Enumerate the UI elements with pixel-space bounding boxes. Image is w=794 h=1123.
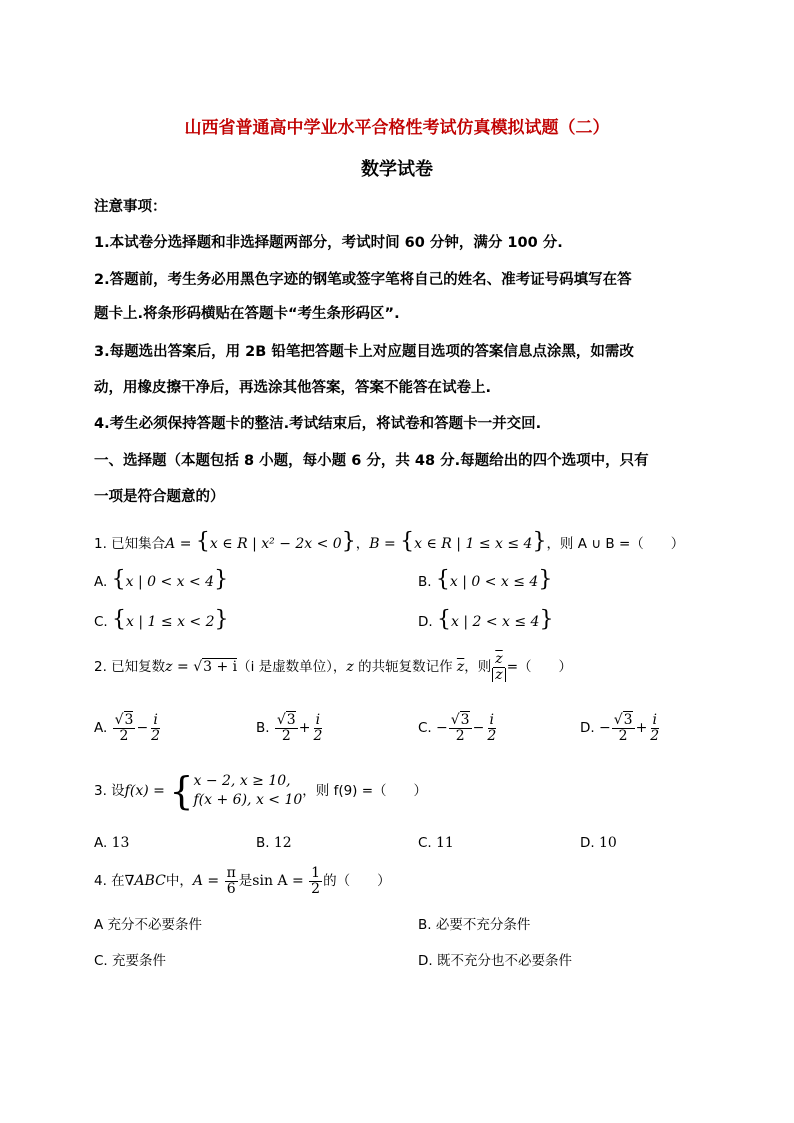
q1-option-d: D. {x | 2 < x ≤ 4} xyxy=(418,607,554,632)
q1-setA-body: x ∈ R | x² − 2x < 0 xyxy=(209,536,342,552)
q2-z-rest: 3 + i xyxy=(203,659,238,676)
operator: + xyxy=(635,720,648,737)
q2-option-a: A. $\frac{√3}{2}$ − $\frac{i}{2}$ xyxy=(94,712,161,744)
denominator: 2 xyxy=(618,727,628,744)
option-label: C. xyxy=(94,953,108,969)
q1-comma: ， xyxy=(355,536,370,552)
q1-suffix: ，则 A ∪ B =（ ） xyxy=(546,536,685,552)
q4-middle: 中， xyxy=(165,873,193,890)
q2-frac-den: z xyxy=(492,668,505,683)
q2-conj-text: 的共轭复数记作 xyxy=(353,659,457,676)
option-label: D. xyxy=(580,835,595,851)
q1-setA-lhs: A = xyxy=(165,536,196,552)
question-2: 2. 已知复数z = √3 + i（i 是虚数单位），z 的共轭复数记作 $\overline{z}$，则 $\frac{\overline{z}}{z}$ =（ ） xyxy=(94,651,572,683)
q3-option-b xyxy=(256,835,292,851)
operator: − xyxy=(136,720,149,737)
option-label: A. xyxy=(94,574,108,590)
option-label: B. xyxy=(418,574,432,590)
question-1: 1. 已知集合A = {x ∈ R | x² − 2x < 0}，B = {x ∈ R | 1 ≤ x ≤ 4}，则 A ∪ B =（ ） xyxy=(94,529,685,554)
q1-setB-body: x ∈ R | 1 ≤ x ≤ 4 xyxy=(414,536,533,552)
section1-line-2: 一项是符合题意的） xyxy=(94,489,225,505)
option-label: A xyxy=(94,917,104,933)
denominator: 2 xyxy=(119,727,129,744)
q2-option-d: D. − $\frac{√3}{2}$ + $\frac{i}{2}$ xyxy=(580,712,660,744)
q1-option-d-body: x | 2 < x ≤ 4 xyxy=(450,614,540,630)
option-label: B. xyxy=(256,720,270,737)
q2-prefix: 2. 已知复数 xyxy=(94,659,166,676)
option-text: 充分不必要条件 xyxy=(107,917,203,933)
q1-option-b-body: x | 0 < x ≤ 4 xyxy=(449,574,539,590)
q4-a-eq: A = xyxy=(192,873,224,890)
exam-subtitle: 数学试卷 xyxy=(361,159,433,180)
denominator: 2 xyxy=(455,727,465,744)
q4-pi: π xyxy=(226,865,236,881)
option-label: D. xyxy=(418,614,433,630)
notice-line-3: 题卡上.将条形码横贴在答题卡“考生条形码区”. xyxy=(94,306,400,322)
q4-option-c xyxy=(94,949,166,969)
option-label: C. xyxy=(94,614,108,630)
q4-option-a xyxy=(94,913,202,933)
q3-option-a xyxy=(94,835,129,851)
q4-is: 是 xyxy=(238,873,253,890)
notice-heading: 注意事项： xyxy=(94,199,167,215)
denominator: 2 xyxy=(313,727,323,744)
option-label: A. xyxy=(94,835,108,851)
q1-option-a-body: x | 0 < x < 4 xyxy=(125,574,215,590)
option-value: 11 xyxy=(436,835,454,851)
denominator: 2 xyxy=(487,727,497,744)
q2-tail: =（ ） xyxy=(506,659,572,676)
q4-two: 2 xyxy=(311,880,321,897)
option-label: C. xyxy=(418,835,432,851)
denominator: 2 xyxy=(281,727,291,744)
q4-suffix: 的（ ） xyxy=(323,873,391,890)
option-label: B. xyxy=(256,835,270,851)
option-value: 10 xyxy=(598,835,617,851)
q1-option-c-body: x | 1 ≤ x < 2 xyxy=(126,614,215,630)
denominator: 2 xyxy=(650,727,660,744)
q1-option-c: C. {x | 1 ≤ x < 2} xyxy=(94,607,229,632)
q2-then: ，则 xyxy=(464,659,492,676)
notice-line-1: 1.本试卷分选择题和非选择题两部分，考试时间 60 分钟，满分 100 分. xyxy=(94,235,563,251)
sqrt-value: 3 xyxy=(623,712,633,728)
question-4 xyxy=(94,866,391,896)
q4-option-d xyxy=(418,949,572,969)
q2-i-note: （i 是虚数单位）， xyxy=(237,659,347,676)
sqrt-value: 3 xyxy=(460,712,470,728)
question-3: 3. 设f(x) = { x − 2, x ≥ 10, f(x + 6), x < 10 ，则 f(9) =（ ） xyxy=(94,769,428,813)
q4-six: 6 xyxy=(226,880,236,897)
sign: − xyxy=(436,720,448,737)
q1-option-a: A. {x | 0 < x < 4} xyxy=(94,567,229,592)
q4-triangle: ∇ABC xyxy=(124,873,166,890)
q2-z-expr: z = xyxy=(165,659,194,676)
denominator: 2 xyxy=(151,727,161,744)
q3-cases xyxy=(194,772,303,810)
option-label: A. xyxy=(94,720,108,737)
q2-frac-num: $\overline{z}$ xyxy=(495,651,503,667)
q3-option-c xyxy=(418,835,454,851)
option-label: B. xyxy=(418,917,432,933)
exam-title: 山西省普通高中学业水平合格性考试仿真模拟试题（二） xyxy=(184,118,610,138)
q3-case-1: x − 2, x ≥ 10, xyxy=(193,773,291,790)
q3-option-d xyxy=(580,835,617,851)
q2-option-b: B. $\frac{√3}{2}$ + $\frac{i}{2}$ xyxy=(256,712,323,744)
sqrt-value: 3 xyxy=(124,712,134,728)
option-value: 13 xyxy=(111,835,130,851)
notice-line-2: 2.答题前，考生务必用黑色字迹的钢笔或签字笔将自己的姓名、准考证号码填写在答 xyxy=(94,272,632,288)
q2-zbar: $\overline{z}$ xyxy=(456,659,465,676)
option-label: D. xyxy=(418,953,433,969)
q2-z: z xyxy=(346,659,354,676)
option-text: 必要不充分条件 xyxy=(435,917,531,933)
q4-prefix: 4. 在 xyxy=(94,873,125,890)
q4-option-b xyxy=(418,913,530,933)
q1-setB-lhs: B = xyxy=(369,536,401,552)
notice-line-5: 动，用橡皮擦干净后，再选涂其他答案，答案不能答在试卷上. xyxy=(94,380,492,396)
q3-fx: f(x) = xyxy=(124,783,170,799)
numerator-i: i xyxy=(153,712,158,728)
option-value: 12 xyxy=(273,835,292,851)
sign: − xyxy=(598,720,611,737)
option-text: 充要条件 xyxy=(112,953,167,969)
operator: + xyxy=(298,720,311,737)
sqrt-value: 3 xyxy=(286,712,296,728)
notice-line-4: 3.每题选出答案后，用 2B 铅笔把答题卡上对应题目选项的答案信息点涂黑，如需改 xyxy=(94,344,634,360)
numerator-i: i xyxy=(652,712,657,728)
q3-case-2: f(x + 6), x < 10 xyxy=(193,792,303,808)
q2-option-c: C. − $\frac{√3}{2}$ − $\frac{i}{2}$ xyxy=(418,712,497,744)
q1-prefix: 1. 已知集合 xyxy=(94,536,166,552)
numerator-i: i xyxy=(489,712,495,728)
option-text: 既不充分也不必要条件 xyxy=(436,953,572,969)
numerator-i: i xyxy=(315,712,321,728)
q4-sina: sin A = xyxy=(252,873,309,890)
operator: − xyxy=(472,720,485,737)
option-label: D. xyxy=(580,720,595,737)
q1-option-b: B. {x | 0 < x ≤ 4} xyxy=(418,567,553,592)
q4-one: 1 xyxy=(311,865,321,881)
q3-suffix: ，则 f(9) =（ ） xyxy=(302,783,428,799)
section1-line-1: 一、选择题（本题包括 8 小题，每小题 6 分，共 48 分.每题给出的四个选项中，只有 xyxy=(94,453,649,469)
q3-prefix: 3. 设 xyxy=(94,783,125,799)
option-label: C. xyxy=(418,720,432,737)
notice-line-6: 4.考生必须保持答题卡的整洁.考试结束后，将试卷和答题卡一并交回. xyxy=(94,416,542,432)
